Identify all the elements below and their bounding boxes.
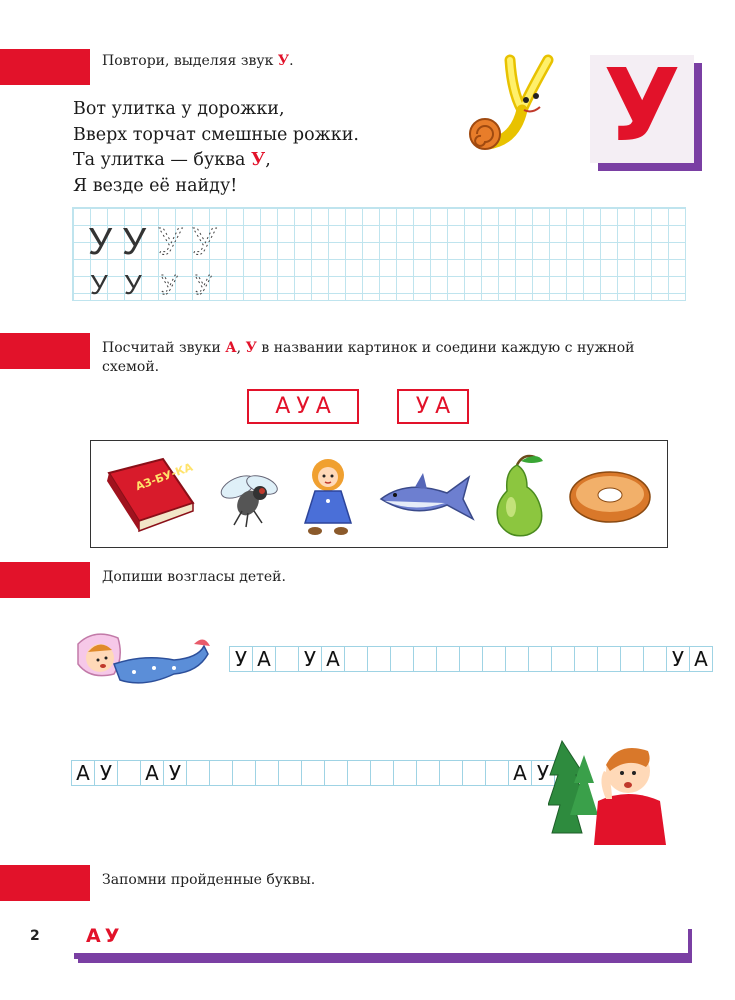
book-title: АЗ-БУ-КА <box>133 460 195 494</box>
answer-cell[interactable] <box>643 646 667 672</box>
answer-cell[interactable]: А <box>252 646 276 672</box>
answer-cell[interactable] <box>117 760 141 786</box>
answer-cell[interactable] <box>413 646 437 672</box>
instruction-2-letter-u: У <box>245 340 257 356</box>
answer-cell[interactable]: У <box>531 760 555 786</box>
answer-cell[interactable]: У <box>94 760 118 786</box>
scheme-ua-text: УА <box>415 394 457 419</box>
section-marker-2 <box>0 333 90 369</box>
answer-cell[interactable]: У <box>298 646 322 672</box>
answer-cell[interactable] <box>574 646 598 672</box>
instruction-2-text: Посчитай звуки <box>102 340 226 356</box>
poem-line-3-letter: У <box>251 150 266 170</box>
answer-cell[interactable] <box>370 760 394 786</box>
section-marker-3 <box>0 562 90 598</box>
answer-cell[interactable]: А <box>71 760 95 786</box>
answer-cell[interactable] <box>462 760 486 786</box>
answer-cell[interactable] <box>597 646 621 672</box>
poem <box>73 97 359 199</box>
answer-cell[interactable] <box>505 646 529 672</box>
book-icon[interactable] <box>101 455 197 535</box>
poem-line-1: Вот улитка у дорожки, <box>73 99 285 119</box>
trace-letter: У <box>122 221 147 263</box>
instruction-4: Запомни пройденные буквы. <box>102 872 316 888</box>
shark-icon[interactable] <box>377 469 477 529</box>
letter-card <box>590 47 694 164</box>
bagel-icon[interactable] <box>567 469 653 525</box>
answer-cell[interactable] <box>301 760 325 786</box>
letter-card-glyph: У <box>603 47 681 164</box>
fly-icon[interactable] <box>216 463 286 529</box>
instruction-2 <box>102 339 692 377</box>
instruction-1-end: . <box>289 53 294 69</box>
answer-cell[interactable] <box>482 646 506 672</box>
pictures-box <box>90 440 668 548</box>
trace-letter-dashed: У <box>158 221 183 263</box>
instruction-3: Допиши возгласы детей. <box>102 569 286 585</box>
poem-line-3-end: , <box>265 150 271 170</box>
answer-cell[interactable]: А <box>689 646 713 672</box>
answer-cell[interactable] <box>393 760 417 786</box>
scheme-aua-text: АУА <box>275 394 337 419</box>
trace-letter-small: У <box>124 269 142 298</box>
answer-cell[interactable]: А <box>508 760 532 786</box>
answer-cell[interactable] <box>186 760 210 786</box>
trace-letter-small-dashed: У <box>194 269 212 298</box>
instruction-2-comma: , <box>236 340 246 356</box>
trace-letter-small: У <box>90 269 108 298</box>
trace-letter: У <box>88 221 113 263</box>
answer-cell[interactable] <box>278 760 302 786</box>
instruction-1 <box>102 52 294 71</box>
snail-letter-icon <box>460 52 570 152</box>
answer-cell[interactable] <box>367 646 391 672</box>
instruction-1-text: Повтори, выделяя звук <box>102 53 278 69</box>
poem-line-2: Вверх торчат смешные рожки. <box>73 124 359 145</box>
answer-cell[interactable] <box>528 646 552 672</box>
trace-letter-small-dashed: У <box>160 269 178 298</box>
answer-cell[interactable]: У <box>163 760 187 786</box>
scheme-aua[interactable] <box>247 389 359 424</box>
poem-line-3 <box>73 148 359 174</box>
answer-cell[interactable] <box>344 646 368 672</box>
page-number: 2 <box>30 928 40 944</box>
answer-cell[interactable] <box>232 760 256 786</box>
answer-cell[interactable] <box>485 760 509 786</box>
scheme-ua[interactable] <box>397 389 469 424</box>
tracing-letters <box>88 218 228 298</box>
answer-cell[interactable]: А <box>321 646 345 672</box>
section-marker-1 <box>0 49 90 85</box>
learned-letters: АУ <box>86 925 124 947</box>
answer-cell[interactable] <box>390 646 414 672</box>
section-marker-4 <box>0 865 90 901</box>
answer-cell[interactable]: А <box>140 760 164 786</box>
answer-cell[interactable] <box>255 760 279 786</box>
answer-cell[interactable] <box>275 646 299 672</box>
answer-cell[interactable] <box>439 760 463 786</box>
instruction-2-end: в названии картинок и соедини каждую с нужной схемой. <box>102 340 635 375</box>
trace-letter-dashed: У <box>192 221 217 263</box>
answer-cell[interactable] <box>347 760 371 786</box>
answer-row-2 <box>72 760 555 786</box>
boy-calling-icon <box>548 735 673 845</box>
answer-row-1 <box>230 646 713 672</box>
answer-cell[interactable] <box>620 646 644 672</box>
poem-line-4: Я везде её найду! <box>73 175 238 196</box>
answer-cell[interactable] <box>416 760 440 786</box>
doll-icon[interactable] <box>297 455 359 539</box>
answer-cell[interactable] <box>209 760 233 786</box>
learned-letters-bar <box>74 925 688 959</box>
answer-cell[interactable]: У <box>666 646 690 672</box>
baby-icon <box>74 624 214 700</box>
answer-cell[interactable] <box>436 646 460 672</box>
poem-line-3-text: Та улитка — буква <box>73 150 252 170</box>
answer-cell[interactable] <box>324 760 348 786</box>
answer-cell[interactable] <box>551 646 575 672</box>
answer-cell[interactable] <box>459 646 483 672</box>
answer-cell[interactable]: У <box>229 646 253 672</box>
pear-icon[interactable] <box>487 451 549 539</box>
instruction-2-letter-a: А <box>225 340 237 356</box>
instruction-1-letter: У <box>277 53 290 69</box>
